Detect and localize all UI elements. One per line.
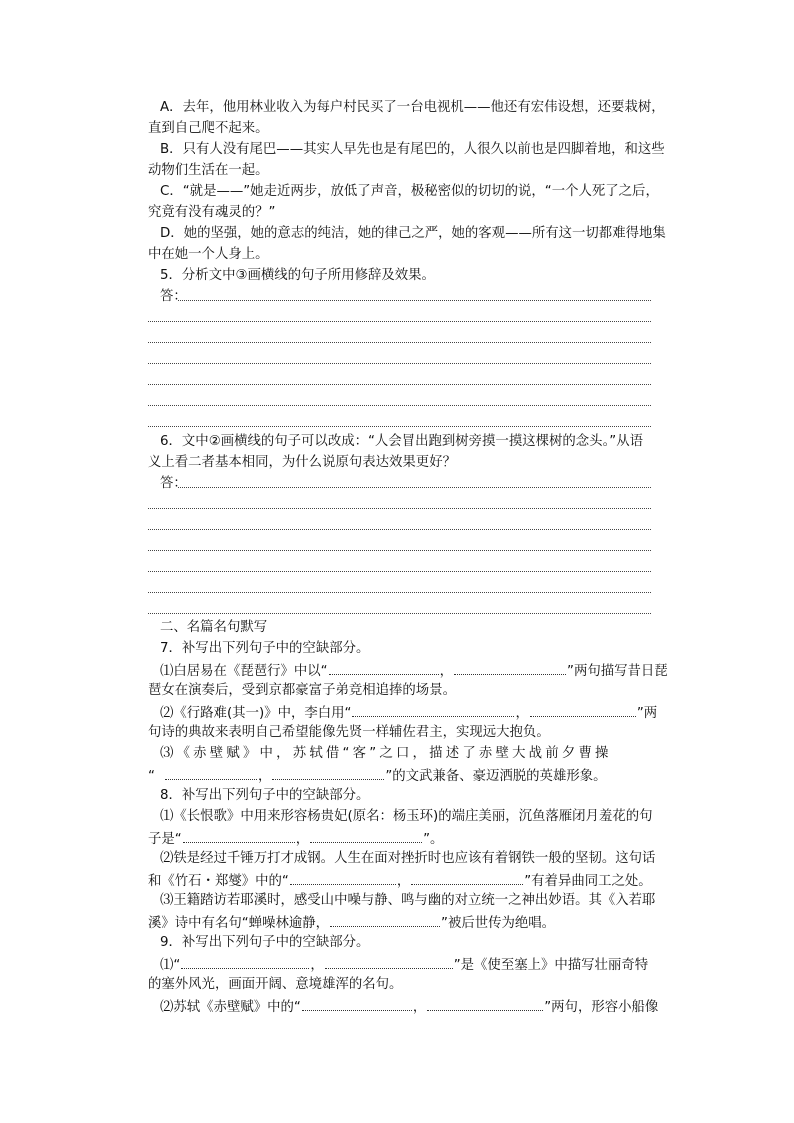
q7-part1-text-b: ”两句描写昔日琵 <box>567 664 668 679</box>
q5-answer-line[interactable] <box>148 321 651 322</box>
q7-part2-text-a: ⑵《行路难(其一)》中，李白用“ <box>160 706 352 721</box>
q5-answer-line[interactable] <box>148 363 651 364</box>
q8-part1-blank1[interactable] <box>183 828 295 843</box>
q7-part3-sep: ， <box>257 769 272 784</box>
q9-part1-text-a: ⑴“ <box>160 958 181 973</box>
q6-answer-label: 答： <box>160 476 187 491</box>
section-title: 二、名篇名句默写 <box>160 620 268 635</box>
q7-part2-blank2[interactable] <box>530 702 636 717</box>
q7-part1-blank1[interactable] <box>329 660 439 675</box>
q4-option-b-line1: B．只有人没有尾巴——其实人早先也是有尾巴的，人很久以前也是四脚着地，和这些 <box>160 142 665 157</box>
q9-part2-text-a: ⑵苏轼《赤壁赋》中的“ <box>160 1000 301 1015</box>
q9-part2-sep: ， <box>412 1000 427 1015</box>
q8-part2-sep: ， <box>396 874 411 889</box>
q6-answer-line[interactable] <box>178 487 651 488</box>
q7-part3-blank2[interactable] <box>272 765 384 780</box>
q7-part1-line2: 琶女在演奏后，受到京都豪富子弟竞相追捧的场景。 <box>148 683 456 698</box>
q8-part2-blank2[interactable] <box>411 870 523 885</box>
q9-part2-line1 <box>160 996 658 1018</box>
q7-part2-line1 <box>160 702 657 724</box>
q8-part2-line2 <box>148 870 652 892</box>
q7-question: 7．补写出下列句子中的空缺部分。 <box>160 641 370 656</box>
q7-part1-sep: ， <box>439 664 454 679</box>
q7-part3-blank1[interactable] <box>165 765 257 780</box>
q5-answer-line[interactable] <box>148 384 651 385</box>
q7-part1-blank2[interactable] <box>454 660 566 675</box>
q5-answer-line[interactable] <box>178 300 651 301</box>
q8-part1-text-b: 子是“ <box>148 832 182 847</box>
q9-part1-text-b: ”是《使至塞上》中描写壮丽奇特 <box>453 958 649 973</box>
q9-part1-blank1[interactable] <box>181 954 309 969</box>
q8-part1-line2 <box>148 828 443 850</box>
q6-answer-line[interactable] <box>148 592 651 593</box>
q4-option-d-line1: D．她的坚强，她的意志的纯洁，她的律己之严，她的客观——所有这一切都难得地集 <box>160 226 666 241</box>
q4-option-a-line2: 直到自己爬不起来。 <box>148 121 269 136</box>
q8-part3-line1: ⑶王籍踏访若耶溪时，感受山中噪与静、鸣与幽的对立统一之神出妙语。其《入若耶 <box>160 893 656 908</box>
q8-part1-sep: ， <box>295 832 310 847</box>
q6-answer-line[interactable] <box>148 571 651 572</box>
q7-part2-sep: ， <box>515 706 529 721</box>
q4-option-c-line2: 究竟有没有魂灵的？” <box>148 205 276 220</box>
q8-part2-text-c: ”有着异曲同工之处。 <box>524 874 652 889</box>
q8-part3-text-c: ”被后世传为绝唱。 <box>441 916 556 931</box>
q9-part2-text-b: ”两句，形容小船像 <box>544 1000 659 1015</box>
q7-part3-quote: “ <box>148 769 155 784</box>
q8-part3-text-b: 溪》诗中有名句“蝉噪林逾静， <box>148 916 330 931</box>
q5-answer-label: 答： <box>160 289 187 304</box>
q7-part2-line2: 句诗的典故来表明自己希望能像先贤一样辅佐君主，实现远大抱负。 <box>148 725 550 740</box>
q6-answer-line[interactable] <box>148 550 651 551</box>
q7-part3-line1: ⑶《赤壁赋》中，苏轼借“客”之口，描述了赤壁大战前夕曹操 <box>160 746 612 761</box>
q5-answer-line[interactable] <box>148 426 651 427</box>
q5-question: 5．分析文中③画横线的句子所用修辞及效果。 <box>160 268 435 283</box>
q8-part3-blank1[interactable] <box>330 912 440 927</box>
q8-question: 8．补写出下列句子中的空缺部分。 <box>160 788 370 803</box>
q4-option-a-line1: A．去年，他用林业收入为每户村民买了一台电视机——他还有宏伟设想，还要栽树， <box>160 100 665 115</box>
q9-question: 9．补写出下列句子中的空缺部分。 <box>160 935 370 950</box>
q9-part1-line1 <box>160 954 648 976</box>
q7-part2-blank1[interactable] <box>352 702 514 717</box>
q8-part2-text-b: 和《竹石・郑燮》中的“ <box>148 874 289 889</box>
q7-part3-line2 <box>148 765 607 787</box>
q9-part1-sep: ， <box>310 958 324 973</box>
q8-part2-blank1[interactable] <box>290 870 396 885</box>
q5-answer-line[interactable] <box>148 405 651 406</box>
q8-part2-line1: ⑵铁是经过千锤万打才成钢。人生在面对挫折时也应该有着钢铁一般的坚韧。这句话 <box>160 851 656 866</box>
q9-part1-blank2[interactable] <box>325 954 453 969</box>
q9-part1-line2: 的塞外风光，画面开阔、意境雄浑的名句。 <box>148 977 403 992</box>
q5-answer-line[interactable] <box>148 342 651 343</box>
q9-part2-blank2[interactable] <box>427 996 543 1011</box>
q4-option-d-line2: 中在她一个人身上。 <box>148 247 269 262</box>
q4-option-b-line2: 动物们生活在一起。 <box>148 163 269 178</box>
q8-part1-line1: ⑴《长恨歌》中用来形容杨贵妃(原名：杨玉环)的端庄美丽，沉鱼落雁闭月羞花的句 <box>160 809 653 824</box>
q4-option-c-line1: C．“就是——”她走近两步，放低了声音，极秘密似的切切的说，“一个人死了之后， <box>160 184 659 199</box>
q6-answer-line[interactable] <box>148 529 651 530</box>
q7-part3-text-c: ”的文武兼备、豪迈洒脱的英雄形象。 <box>385 769 607 784</box>
q8-part3-line2 <box>148 912 555 934</box>
q8-part1-blank2[interactable] <box>310 828 422 843</box>
q6-question-line2: 义上看二者基本相同，为什么说原句表达效果更好？ <box>148 455 456 470</box>
q9-part2-blank1[interactable] <box>302 996 412 1011</box>
q7-part1-line1 <box>160 660 668 682</box>
q6-answer-line[interactable] <box>148 508 651 509</box>
q8-part1-text-c: ”。 <box>423 832 444 847</box>
q6-question-line1: 6．文中②画横线的句子可以改成：“人会冒出跑到树旁摸一摸这棵树的念头。”从语 <box>160 434 643 449</box>
q7-part1-text-a: ⑴白居易在《琵琶行》中以“ <box>160 664 328 679</box>
q7-part2-text-b: ”两 <box>636 706 658 721</box>
q6-answer-line[interactable] <box>148 613 651 614</box>
